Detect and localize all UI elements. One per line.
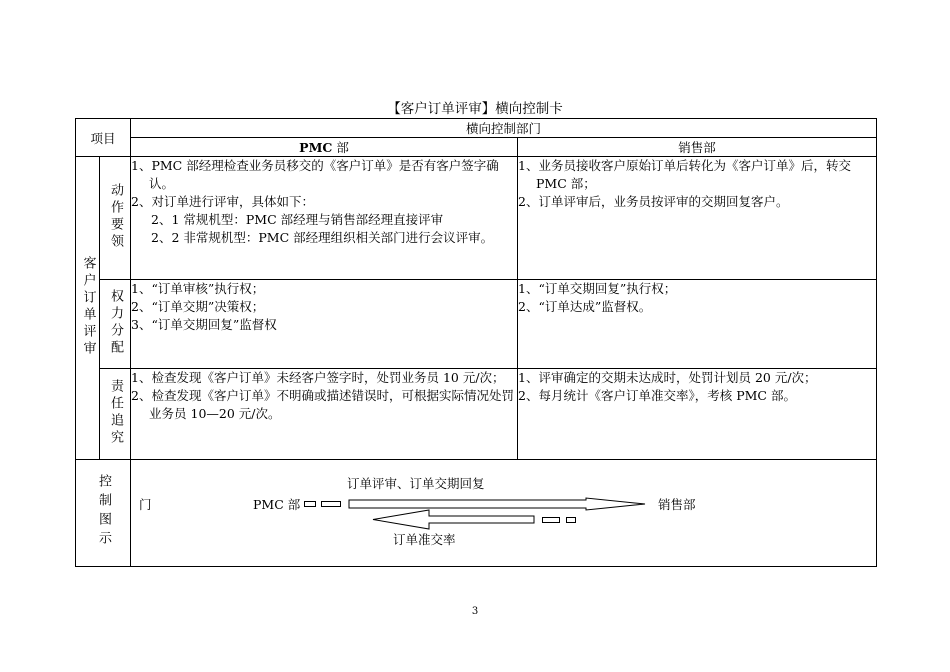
pmc-action-subitem: 2、1 常规机型：PMC 部经理与销售部经理直接评审 — [151, 212, 444, 227]
row-label-actions: 动作要领 — [108, 182, 123, 251]
sales-liability-item: 1、评审确定的交期未达成时，处罚计划员 20 元/次； — [518, 370, 817, 385]
dash-segment — [321, 501, 341, 507]
sales-authority-cell — [518, 280, 877, 369]
row-label-authority: 权力分配 — [108, 288, 123, 357]
row-label-cell — [100, 157, 131, 280]
sales-action-item: 1、业务员接收客户原始订单后转化为《客户订单》后，转交 PMC 部； — [518, 158, 851, 191]
category-cell — [76, 157, 100, 460]
pmc-liability-item: 2、检查发现《客户订单》不明确或描述错误时，可根据实际情况处罚业务员 10—20 元/次。 — [131, 388, 514, 421]
pmc-actions-cell — [131, 157, 518, 280]
flow-arrows — [131, 460, 875, 566]
row-label-cell — [100, 280, 131, 369]
left-arrow-icon — [373, 510, 534, 529]
row-label-liability: 责任追究 — [108, 378, 123, 447]
header-pmc-name: PMC — [299, 140, 333, 155]
sales-liability-cell — [518, 369, 877, 460]
dash-segment — [304, 501, 316, 507]
diagram-label: 控制图示 — [96, 473, 111, 550]
sales-authority-item: 2、“订单达成”监督权。 — [518, 299, 652, 314]
pmc-action-item: 1、PMC 部经理检查业务员移交的《客户订单》是否有客户签字确认。 — [131, 158, 499, 191]
page-number: 3 — [471, 606, 479, 617]
pmc-authority-item: 3、“订单交期回复”监督权 — [131, 317, 277, 332]
diagram-left-dept: PMC 部 — [253, 497, 301, 512]
pmc-liability-item: 1、检查发现《客户订单》未经客户签字时，处罚业务员 10 元/次； — [131, 370, 505, 385]
dash-segment — [542, 517, 560, 523]
pmc-action-item: 2、对订单进行评审，具体如下： — [131, 194, 314, 209]
pmc-authority-item: 1、“订单审核”执行权； — [131, 281, 265, 296]
pmc-liability-cell — [131, 369, 518, 460]
sales-actions-cell — [518, 157, 877, 280]
header-sales: 销售部 — [518, 138, 877, 157]
sales-liability-item: 2、每月统计《客户订单准交率》，考核 PMC 部。 — [518, 388, 796, 403]
diagram-men: 门 — [139, 497, 152, 512]
diagram-top-flow-label: 订单评审、订单交期回复 — [347, 476, 485, 491]
pmc-authority-cell — [131, 280, 518, 369]
control-diagram — [131, 460, 876, 566]
diagram-right-dept: 销售部 — [658, 497, 696, 512]
header-item: 项目 — [76, 119, 131, 157]
header-pmc-suffix: 部 — [332, 140, 349, 155]
header-pmc — [131, 138, 518, 157]
dash-segment — [566, 517, 576, 523]
page-title: 【客户订单评审】横向控制卡 — [387, 101, 563, 117]
pmc-authority-item: 2、“订单交期”决策权； — [131, 299, 265, 314]
row-label-cell — [100, 369, 131, 460]
diagram-label-cell — [76, 460, 131, 567]
category-label: 客户订单评审 — [80, 255, 96, 358]
sales-authority-item: 1、“订单交期回复”执行权； — [518, 281, 677, 296]
diagram-bottom-flow-label: 订单准交率 — [393, 532, 456, 547]
sales-action-item: 2、订单评审后，业务员按评审的交期回复客户。 — [518, 194, 789, 209]
diagram-cell — [131, 460, 877, 567]
control-card-table — [75, 118, 877, 567]
header-group: 横向控制部门 — [131, 119, 877, 138]
right-arrow-icon — [349, 498, 645, 510]
pmc-action-subitem: 2、2 非常规机型：PMC 部经理组织相关部门进行会议评审。 — [151, 230, 494, 245]
